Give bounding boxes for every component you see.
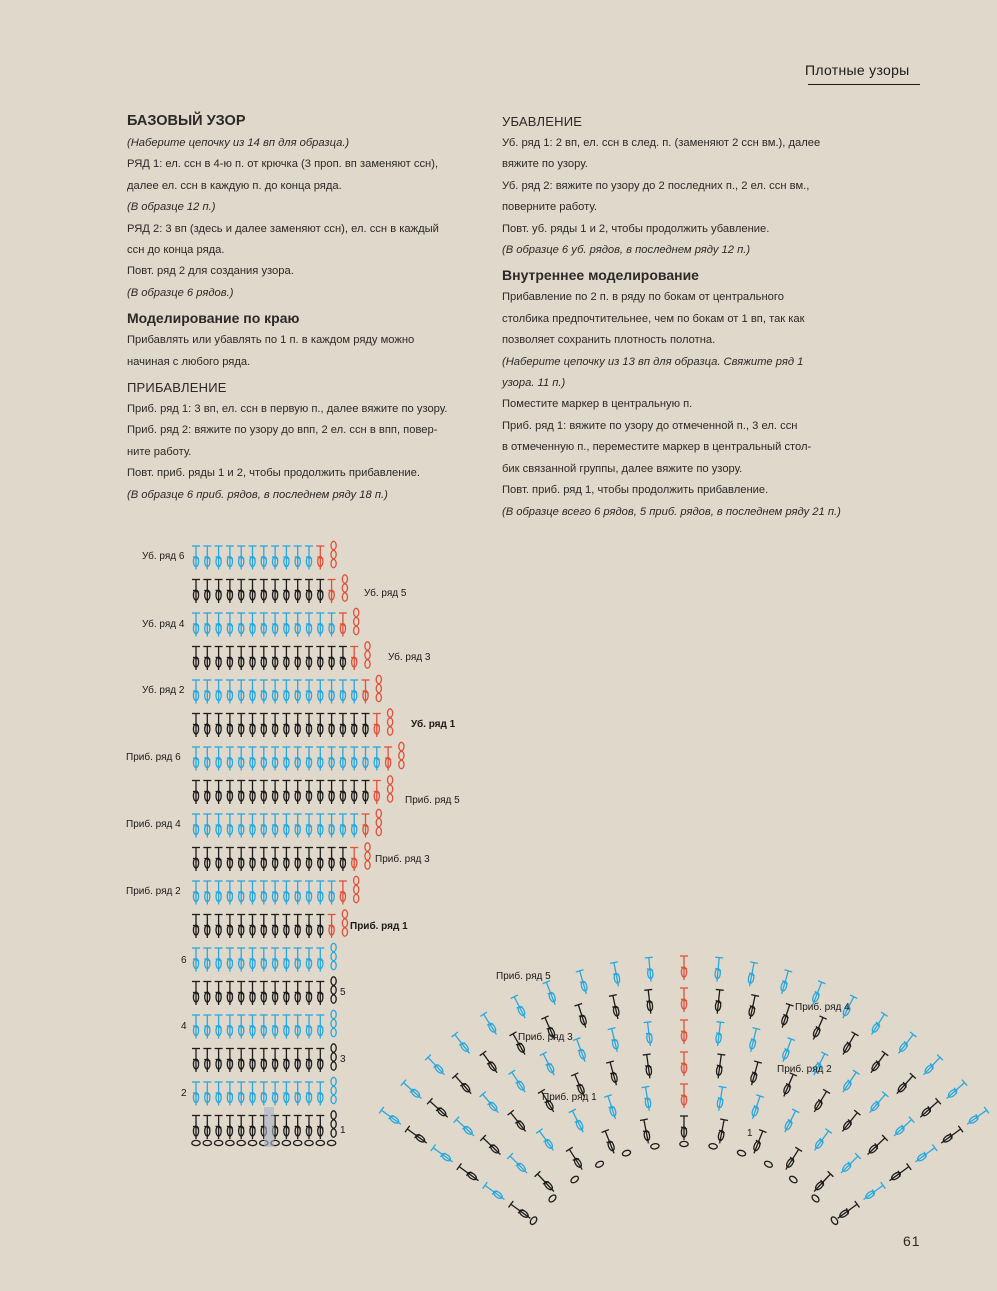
double-crochet-stitch [965,1107,989,1128]
text-line: (В образце 12 п.) [127,201,216,214]
label-dec3: Уб. ряд 3 [388,652,431,663]
label-row4: 4 [181,1021,187,1032]
section-title: Плотные узоры [805,62,910,78]
double-crochet-stitch [606,1061,620,1086]
text-line: (Наберите цепочку из 13 вп для образца. Свяжите ряд 1 [502,355,804,368]
double-crochet-stitch [405,1126,429,1147]
label-row3: 3 [340,1054,346,1065]
double-crochet-stitch [811,1129,832,1153]
double-crochet-stitch [939,1126,963,1147]
stitch-top [881,1182,886,1188]
stitch-top [795,1147,802,1151]
chain-stitch [595,1160,605,1168]
double-crochet-stitch [748,1061,762,1086]
double-crochet-stitch [508,1070,528,1094]
text-line: ните работу. [127,445,192,458]
double-crochet-stitch [509,1201,533,1222]
label-right-inc3: Приб. ряд 3 [518,1032,573,1043]
stitch-top [480,1012,487,1016]
stitch-top [509,1201,514,1207]
label-right-row1: 1 [747,1128,753,1139]
double-crochet-stitch [457,1163,481,1184]
text-line: Повт. ряд 2 для создания узора. [127,265,294,278]
text-line: (В образце всего 6 рядов, 5 приб. рядов, в последнем ряду 21 п.) [502,505,841,518]
text-line: столбика предпочтительнее, чем по бокам от 1 вп, так как [502,312,805,325]
text-line: Уб. ряд 2: вяжите по узору до 2 последних п., 2 ел. ссн вм., [502,179,810,192]
double-crochet-stitch [454,1117,477,1139]
double-crochet-stitch [811,1089,830,1114]
label-inc4: Приб. ряд 4 [126,819,181,830]
double-crochet-stitch [840,1070,860,1094]
stitch-top [610,962,618,963]
stitch-top [715,957,723,958]
double-crochet-stitch [480,1135,503,1157]
chain-oval [737,1149,747,1157]
label-row1: 1 [340,1125,346,1136]
label-row6: 6 [181,955,187,966]
stitch-top [823,1089,830,1093]
double-crochet-stitch [868,1012,888,1037]
text-line: ссн до конца ряда. [127,244,225,257]
text-line: вяжите по узору. [502,158,588,171]
text-line: Приб. ряд 1: вяжите по узору до отмеченной п., 3 ел. ссн [502,419,798,432]
double-crochet-stitch [944,1080,967,1102]
double-crochet-stitch [810,1016,827,1041]
text-line: Приб. ряд 1: 3 вп, ел. ссн в первую п., далее вяжите по узору. [127,403,448,416]
double-crochet-stitch [483,1182,507,1203]
double-crochet-stitch [779,1038,795,1063]
text-line: Прибавление по 2 п. в ряду по бокам от центрального [502,291,784,304]
double-crochet-stitch [575,1004,590,1029]
increase-title: ПРИБАВЛЕНИЕ [127,380,227,396]
label-row5: 5 [340,987,346,998]
internal-shaping-title: Внутреннее моделирование [502,267,699,284]
chain-oval [529,1216,538,1226]
stitch-top [958,1126,963,1132]
label-right-inc4: Приб. ряд 4 [795,1002,850,1013]
text-line: РЯД 1: ел. ссн в 4-ю п. от крючка (3 проп. вп заменяют ссн), [127,158,439,171]
stitch-top [643,1054,651,1055]
stitch-top [536,1129,542,1134]
text-line: Повт. уб. ряды 1 и 2, чтобы продолжить убавление. [502,222,770,235]
stitch-top [452,1032,458,1037]
stitch-top [750,962,758,963]
stitch-top [932,1145,937,1151]
double-crochet-stitch [838,1153,861,1176]
label-dec4: Уб. ряд 4 [142,619,185,630]
stitch-top [645,957,653,958]
chain-oval [650,1143,659,1149]
text-line: позволяет сохранить плотность полотна. [502,334,716,347]
label-right-inc5: Приб. ряд 5 [496,971,551,982]
chain-stitch [709,1143,718,1149]
double-crochet-stitch [867,1092,889,1115]
double-crochet-stitch [540,1052,558,1077]
stitch-top [644,989,652,990]
stitch-top [716,1022,724,1023]
chain-stitch [650,1143,659,1149]
double-crochet-stitch [835,1201,859,1222]
stitch-top [853,1070,860,1074]
decrease-title: УБАВЛЕНИЕ [502,114,583,129]
text-line: Приб. ряд 2: вяжите по узору до впп, 2 ел. ссн в впп, повер- [127,424,438,437]
text-line: Прибавлять или убавлять по 1 п. в каждом ряду можно [127,334,415,347]
double-crochet-stitch [839,1110,860,1134]
chain-stitch [788,1175,798,1184]
double-crochet-stitch [507,1153,530,1176]
double-crochet-stitch [401,1080,424,1102]
text-line: (В образце 6 уб. рядов, в последнем ряду 12 п.) [502,244,751,257]
chain-oval [788,1175,798,1184]
chain-stitch [737,1149,747,1157]
text-line: далее ел. ссн в каждую п. до конца ряда. [127,179,342,192]
stitch-top [717,1054,725,1055]
stitch-top [379,1107,384,1113]
label-inc3: Приб. ряд 3 [375,854,430,865]
stitch-top [855,1201,860,1207]
chain-stitch [529,1216,538,1226]
chain-stitch [811,1194,821,1204]
double-crochet-stitch [543,981,559,1006]
chain-oval [548,1194,558,1204]
label-dec5: Уб. ряд 5 [364,588,407,599]
chain-oval [830,1216,839,1226]
stitch-top [609,995,617,997]
chain-oval [709,1143,718,1149]
double-crochet-stitch [427,1098,450,1120]
double-crochet-stitch [887,1163,911,1184]
double-crochet-stitch [861,1182,885,1203]
double-crochet-stitch [425,1055,447,1078]
text-line: (В образце 6 рядов.) [127,286,234,299]
stitch-top [825,1129,831,1134]
text-line: (Наберите цепочку из 14 вп для образца.) [127,137,350,149]
text-line: поверните работу. [502,201,597,214]
label-dec1: Уб. ряд 1 [411,719,456,730]
stitch-top [852,1032,859,1036]
double-crochet-stitch [569,1109,587,1134]
double-crochet-stitch [480,1051,501,1075]
chain-oval [764,1160,774,1168]
double-crochet-stitch [891,1117,914,1139]
double-crochet-stitch [894,1073,916,1096]
chain-oval [811,1194,821,1204]
stitch-top [881,1012,888,1016]
double-crochet-stitch [840,1032,859,1057]
stitch-top [431,1145,436,1151]
text-line: Поместите маркер в центральную п. [502,398,693,411]
stitch-top [642,1086,650,1087]
stitch-top [566,1147,573,1151]
double-crochet-stitch [508,1110,529,1134]
text-line: узора. 11 п.) [502,377,566,390]
stitch-top [640,1119,648,1120]
double-crochet-stitch [778,1004,793,1029]
double-crochet-stitch [566,1147,586,1172]
stitch-top [457,1163,462,1169]
stitch-top [508,1070,515,1074]
double-crochet-stitch [480,1092,502,1115]
label-inc2: Приб. ряд 2 [126,886,181,897]
text-line: начиная с любого ряда. [127,355,251,368]
double-crochet-stitch [536,1129,557,1153]
double-crochet-stitch [535,1171,557,1194]
label-dec6: Уб. ряд 6 [142,551,185,562]
double-crochet-stitch [573,1038,589,1063]
double-crochet-stitch [780,1073,797,1098]
stitch-top [984,1107,989,1113]
stitch-top [751,995,759,997]
double-crochet-stitch [868,1051,889,1075]
stitch-top [720,1119,728,1120]
double-crochet-stitch [781,1109,799,1134]
stitch-top [480,1051,486,1056]
text-line: бик связанной группы, далее вяжите по узору. [502,462,743,475]
chain-oval [680,1141,688,1146]
double-crochet-stitch [921,1055,943,1078]
double-crochet-stitch [913,1145,937,1166]
chain-stitch [570,1175,580,1184]
label-row2: 2 [181,1088,187,1099]
stitch-top [644,1022,652,1023]
chain-oval [622,1149,632,1157]
double-crochet-stitch [480,1012,500,1037]
chain-stitch [830,1216,839,1226]
text-line: РЯД 2: 3 вп (здесь и далее заменяют ссн), ел. ссн в каждый [127,222,439,235]
stitch-top [608,1028,616,1030]
stitch-top [510,1032,517,1036]
double-crochet-stitch [511,995,529,1020]
stitch-top [882,1051,888,1056]
stitch-top [483,1182,488,1188]
double-crochet-stitch [895,1032,916,1056]
base-pattern-title: БАЗОВЫЙ УЗОР [127,113,246,129]
label-inc1: Приб. ряд 1 [350,921,408,932]
stitch-top [719,1086,727,1087]
chain-stitch [622,1149,632,1157]
double-crochet-stitch [452,1032,473,1056]
double-crochet-stitch [576,970,590,995]
chain-stitch [680,1141,688,1146]
double-crochet-stitch [604,1095,619,1120]
stitch-top [907,1163,912,1169]
text-line: в отмеченную п., переместите маркер в центральный стол- [502,441,812,454]
double-crochet-stitch [452,1073,474,1096]
stitch-top [405,1126,410,1132]
double-crochet-stitch [918,1098,941,1120]
label-right-inc2: Приб. ряд 2 [777,1064,832,1075]
text-line: (В образце 6 приб. рядов, в последнем ряду 18 п.) [127,488,388,501]
label-dec2: Уб. ряд 2 [142,685,185,696]
edge-shaping-title: Моделирование по краю [127,310,300,327]
text-line: Повт. приб. ряд 1, чтобы продолжить прибавление. [502,484,769,497]
chain-stitch [548,1194,558,1204]
chain-oval [595,1160,605,1168]
label-inc6: Приб. ряд 6 [126,752,181,763]
text-line: Повт. приб. ряды 1 и 2, чтобы продолжить прибавление. [127,467,420,480]
double-crochet-stitch [778,970,792,995]
double-crochet-stitch [811,1171,833,1194]
chain-stitch [764,1160,774,1168]
double-crochet-stitch [602,1130,618,1155]
double-crochet-stitch [749,1095,764,1120]
double-crochet-stitch [782,1147,802,1172]
stitch-top [752,1028,760,1030]
chain-oval [570,1175,580,1184]
stitch-top [910,1032,916,1037]
label-right-inc1: Приб. ряд 1 [542,1092,597,1103]
page-number: 61 [903,1233,921,1249]
double-crochet-stitch [865,1135,888,1157]
label-inc5: Приб. ряд 5 [405,795,460,806]
stitch-top [716,989,724,990]
double-crochet-stitch [431,1145,455,1166]
double-crochet-stitch [379,1107,403,1128]
text-line: Уб. ряд 1: 2 вп, ел. ссн в след. п. (заменяют 2 ссн вм.), далее [502,137,821,149]
